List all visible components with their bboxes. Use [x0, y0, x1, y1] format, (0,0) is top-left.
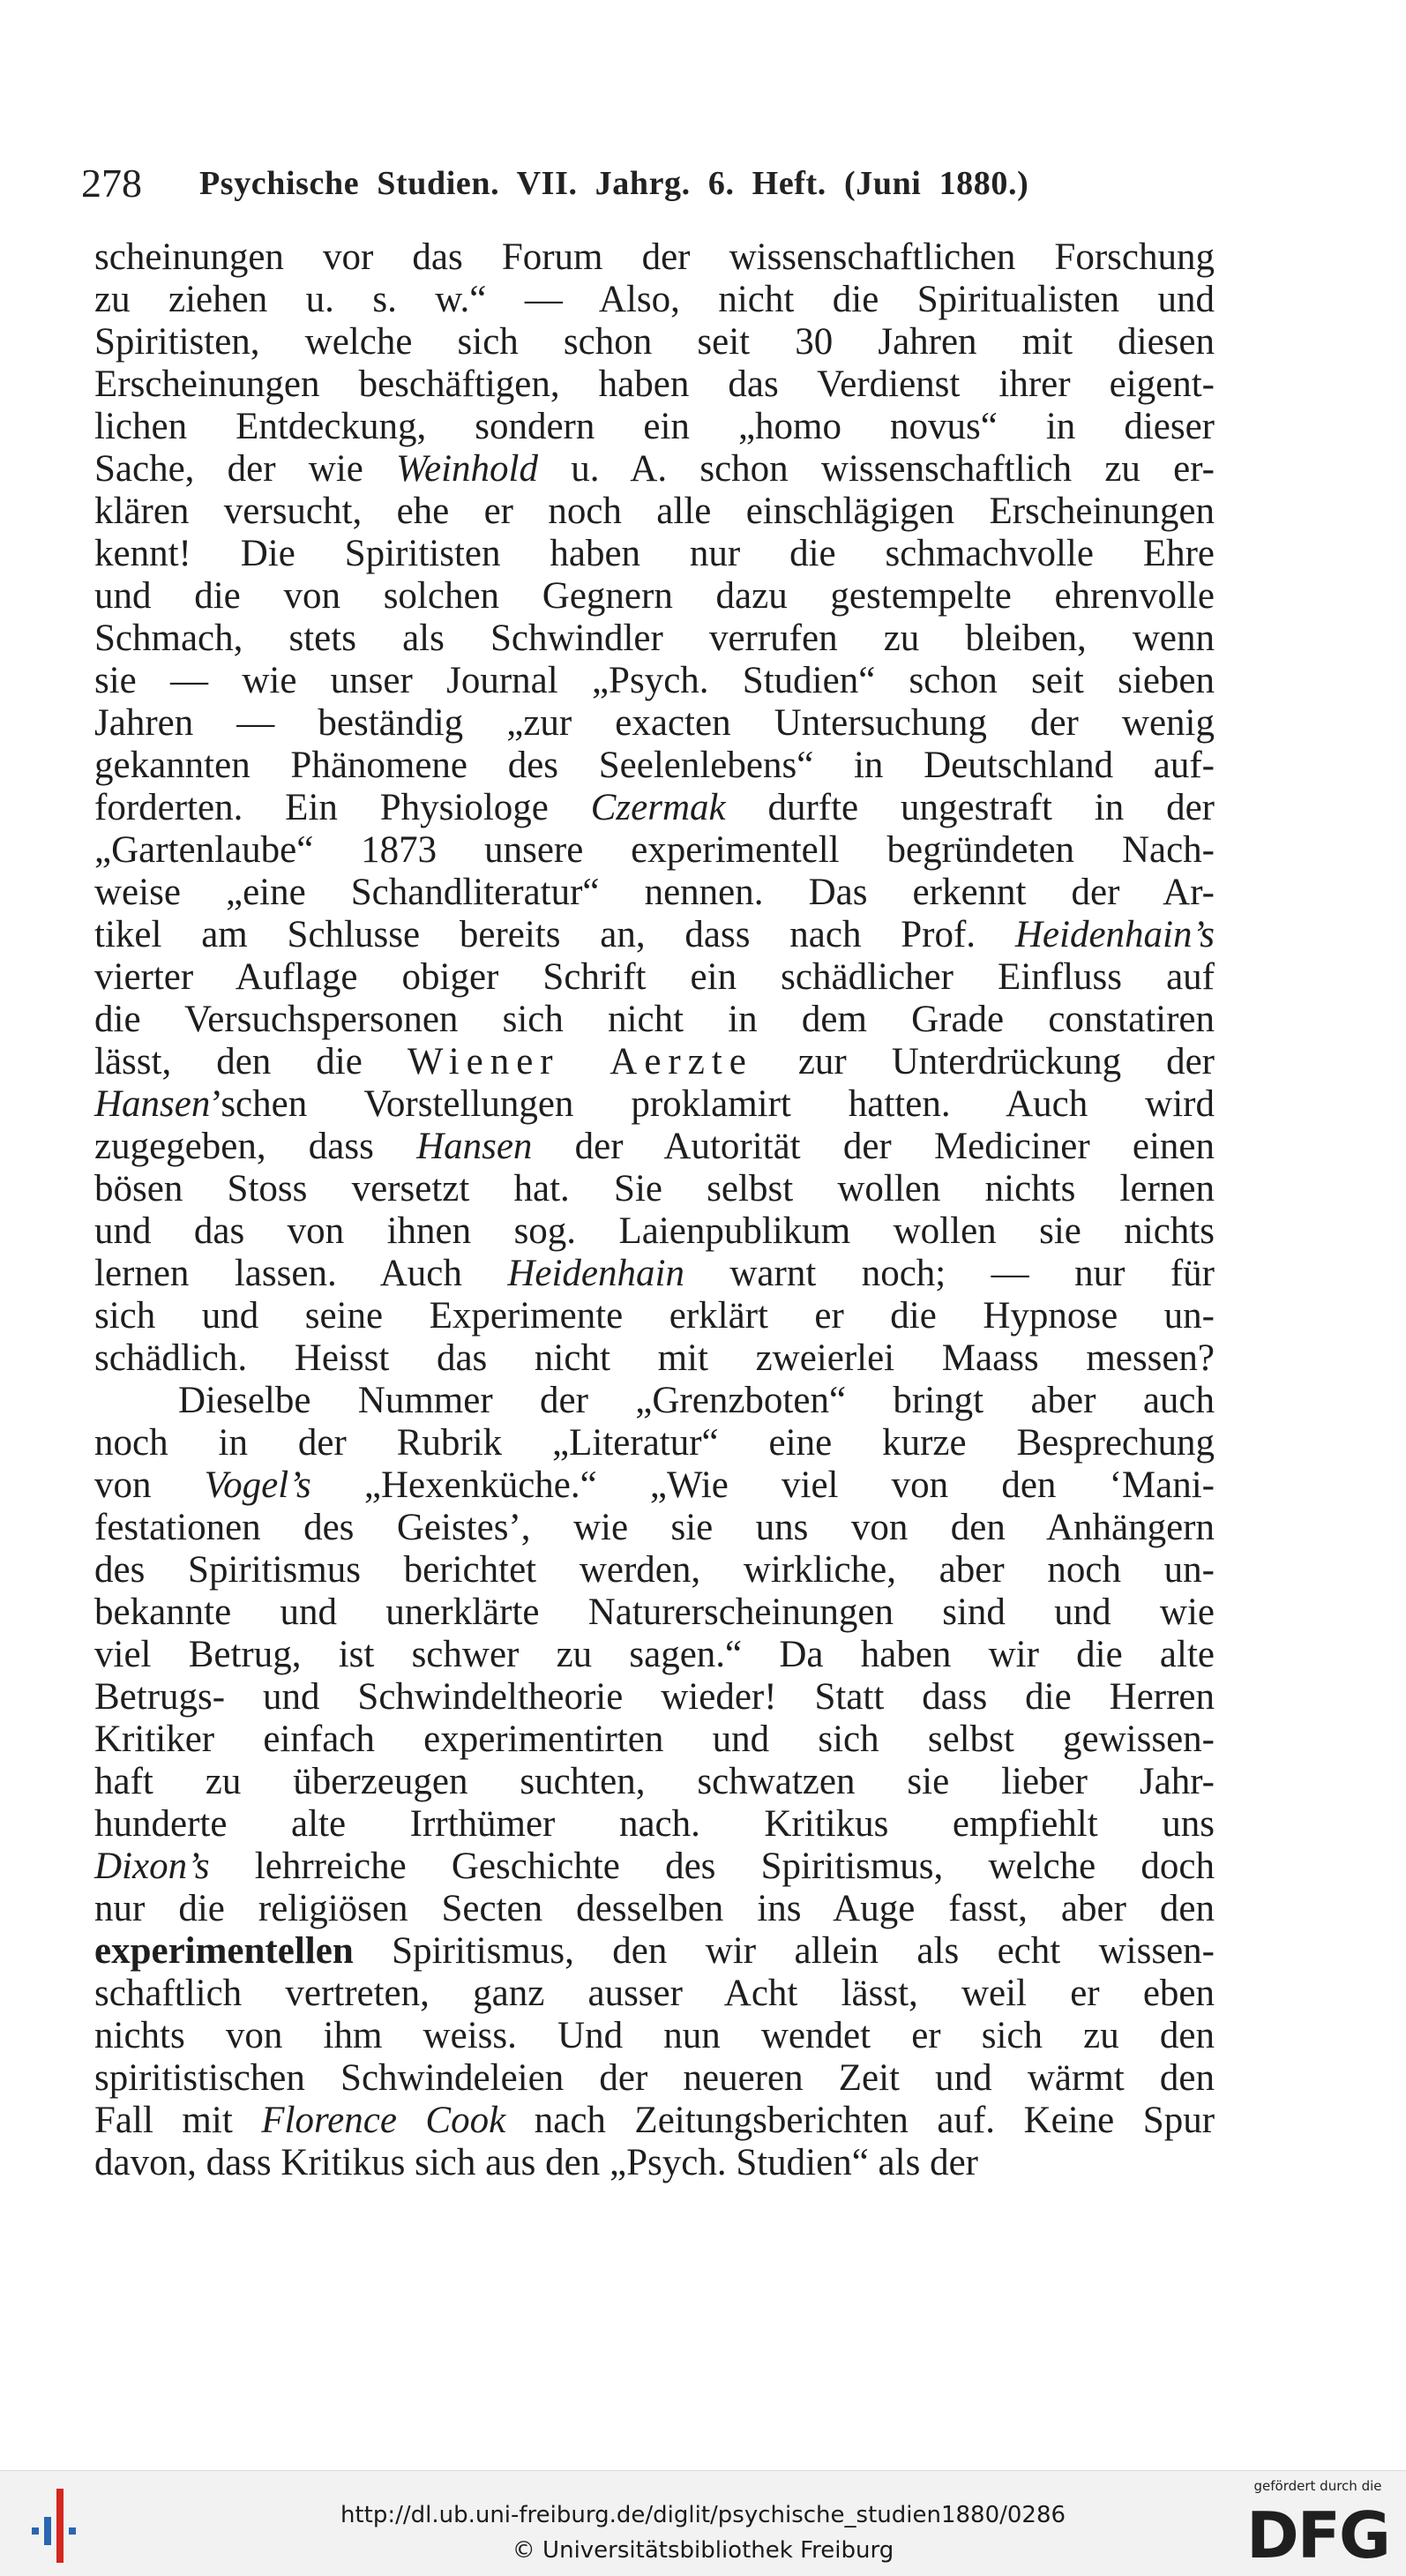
- text-segment: Fall mit: [94, 2100, 262, 2141]
- text-segment: „Gartenlaube“ 1873 unsere experimentell begründeten Nach-: [94, 829, 1215, 871]
- text-segment: bekannte und unerklärte Naturerscheinungen sind und wie: [94, 1591, 1215, 1633]
- text-line: [94, 2100, 1215, 2142]
- text-line: [94, 999, 1215, 1041]
- text-segment: Jahren — beständig „zur exacten Untersuchung der wenig: [94, 702, 1215, 744]
- text-line: [94, 363, 1215, 406]
- body-text: [94, 236, 1215, 2184]
- text-line: [94, 745, 1215, 787]
- text-segment: schädlich. Heisst das nicht mit zweierlei Maass messen?: [94, 1337, 1215, 1379]
- text-line: [94, 1591, 1215, 1634]
- italic-name: Dixon’s: [94, 1846, 210, 1887]
- text-segment: forderten. Ein Physiologe: [94, 787, 591, 828]
- text-line: [94, 1846, 1215, 1888]
- italic-name: Hansen: [94, 1083, 211, 1125]
- text-line: [94, 1507, 1215, 1549]
- text-segment: lernen lassen. Auch: [94, 1253, 508, 1294]
- text-segment: scheinungen vor das Forum der wissenschaftlichen Forschung: [94, 236, 1215, 278]
- text-segment: sich und seine Experimente erklärt er die Hypnose un-: [94, 1295, 1215, 1337]
- italic-name: Weinhold: [396, 448, 538, 490]
- text-line: [94, 1930, 1215, 1973]
- text-line: [94, 279, 1215, 321]
- text-segment: nur die religiösen Secten desselben ins Auge fasst, aber den: [94, 1888, 1215, 1929]
- text-line: [94, 1295, 1215, 1337]
- text-segment: zur Unterdrückung der: [752, 1041, 1215, 1082]
- italic-name: Florence Cook: [261, 2100, 506, 2141]
- text-line: [94, 1803, 1215, 1846]
- footer-bar: [0, 2470, 1406, 2576]
- italic-name: Hansen: [416, 1126, 533, 1167]
- text-line: [94, 448, 1215, 490]
- bold-emphasis: experimentellen: [94, 1930, 354, 1972]
- text-segment: „Hexenküche.“ „Wie viel von den ‘Mani-: [310, 1464, 1215, 1506]
- text-segment: und das von ihnen sog. Laienpublikum wollen sie nichts: [94, 1210, 1215, 1252]
- text-segment: Spiritisten, welche sich schon seit 30 Jahren mit diesen: [94, 321, 1215, 363]
- text-line: [94, 1083, 1215, 1126]
- text-line: [94, 2057, 1215, 2100]
- text-segment: der Autorität der Mediciner einen: [532, 1126, 1215, 1167]
- text-line: [94, 872, 1215, 914]
- text-line: [94, 1634, 1215, 1676]
- text-segment: nichts von ihm weiss. Und nun wendet er sich zu den: [94, 2015, 1215, 2056]
- text-segment: vierter Auflage obiger Schrift ein schädlicher Einfluss auf: [94, 956, 1215, 998]
- text-line: [94, 2015, 1215, 2057]
- text-segment: von: [94, 1464, 205, 1506]
- text-segment: u. A. schon wissenschaftlich zu er-: [537, 448, 1215, 490]
- text-segment: Erscheinungen beschäftigen, haben das Verdienst ihrer eigent-: [94, 363, 1215, 405]
- dfg-logo-text: DFG: [1245, 2499, 1390, 2568]
- text-segment: spiritistischen Schwindeleien der neueren Zeit und wärmt den: [94, 2057, 1215, 2099]
- text-segment: zugegeben, dass: [94, 1126, 417, 1167]
- running-title: Psychische Studien. VII. Jahrg. 6. Heft. (Juni 1880.): [199, 165, 1029, 202]
- text-line: [94, 787, 1215, 829]
- text-segment: ’schen Vorstellungen proklamirt hatten. Auch wird: [210, 1083, 1215, 1125]
- text-line: [94, 956, 1215, 999]
- text-line: [94, 1210, 1215, 1253]
- text-segment: kennt! Die Spiritisten haben nur die schmachvolle Ehre: [94, 533, 1215, 574]
- text-segment: davon, dass Kritikus sich aus den „Psych. Studien“ als der: [94, 2142, 978, 2183]
- text-line: [94, 1719, 1215, 1761]
- text-segment: sie — wie unser Journal „Psych. Studien“ schon seit sieben: [94, 660, 1215, 701]
- text-line: [94, 1168, 1215, 1210]
- text-line: [94, 1253, 1215, 1295]
- dfg-funding-badge: [1240, 2476, 1395, 2572]
- text-line: [94, 1888, 1215, 1930]
- text-line: [94, 914, 1215, 956]
- italic-name: Vogel’s: [204, 1464, 311, 1506]
- italic-name: Heidenhain’s: [1014, 914, 1215, 955]
- text-line: [94, 1464, 1215, 1507]
- text-line: [94, 1422, 1215, 1464]
- text-segment: noch in der Rubrik „Literatur“ eine kurze Besprechung: [94, 1422, 1215, 1464]
- italic-name: Czermak: [590, 787, 726, 828]
- text-segment: die Versuchspersonen sich nicht in dem Grade constatiren: [94, 999, 1215, 1040]
- text-line: [94, 660, 1215, 702]
- text-segment: warnt noch; — nur für: [684, 1253, 1215, 1294]
- text-line: [94, 1337, 1215, 1380]
- spaced-emphasis: Wiener Aerzte: [407, 1041, 753, 1082]
- text-line: [94, 1549, 1215, 1591]
- text-line: [94, 702, 1215, 745]
- source-url-link[interactable]: http://dl.ub.uni-freiburg.de/diglit/psychische_studien1880/0286: [340, 2502, 1066, 2528]
- dfg-logo-icon: [1240, 2499, 1395, 2568]
- text-line: [94, 533, 1215, 575]
- text-segment: durfte ungestraft in der: [725, 787, 1215, 828]
- text-segment: tikel am Schlusse bereits an, dass nach Prof.: [94, 914, 1015, 955]
- text-line: [94, 236, 1215, 279]
- text-segment: Sache, der wie: [94, 448, 397, 490]
- text-segment: und die von solchen Gegnern dazu gestempelte ehrenvolle: [94, 575, 1215, 617]
- text-segment: Betrugs- und Schwindeltheorie wieder! Statt dass die Herren: [94, 1676, 1215, 1718]
- text-segment: Schmach, stets als Schwindler verrufen zu bleiben, wenn: [94, 618, 1215, 659]
- text-segment: nach Zeitungsberichten auf. Keine Spur: [505, 2100, 1215, 2141]
- text-line: [94, 1041, 1215, 1083]
- text-segment: bösen Stoss versetzt hat. Sie selbst wollen nichts lernen: [94, 1168, 1215, 1209]
- text-segment: schaftlich vertreten, ganz ausser Acht lässt, weil er eben: [94, 1973, 1215, 2014]
- text-segment: Dieselbe Nummer der „Grenzboten“ bringt aber auch: [178, 1380, 1215, 1421]
- dfg-caption: gefördert durch die: [1253, 2478, 1382, 2494]
- text-line: [94, 575, 1215, 618]
- page-number: 278: [81, 161, 142, 206]
- text-line: [94, 1973, 1215, 2015]
- running-head: [81, 157, 1219, 210]
- text-segment: lehrreiche Geschichte des Spiritismus, welche doch: [209, 1846, 1215, 1887]
- text-segment: festationen des Geistes’, wie sie uns von den Anhängern: [94, 1507, 1215, 1548]
- text-segment: Kritiker einfach experimentirten und sich selbst gewissen-: [94, 1719, 1215, 1760]
- text-line: [94, 1380, 1215, 1422]
- text-segment: gekannten Phänomene des Seelenlebens“ in Deutschland auf-: [94, 745, 1215, 786]
- text-line: [94, 1126, 1215, 1168]
- text-segment: hunderte alte Irrthümer nach. Kritikus empfiehlt uns: [94, 1803, 1215, 1845]
- text-segment: viel Betrug, ist schwer zu sagen.“ Da haben wir die alte: [94, 1634, 1215, 1675]
- text-line: [94, 618, 1215, 660]
- text-line: [94, 1676, 1215, 1719]
- copyright-notice: © Universitätsbibliothek Freiburg: [512, 2537, 894, 2564]
- text-line: [94, 490, 1215, 533]
- text-line: [94, 1761, 1215, 1803]
- text-segment: Spiritismus, den wir allein als echt wissen-: [353, 1930, 1215, 1972]
- text-line: [94, 321, 1215, 363]
- text-line: [94, 406, 1215, 448]
- text-segment: lichen Entdeckung, sondern ein „homo novus“ in dieser: [94, 406, 1215, 447]
- text-segment: des Spiritismus berichtet werden, wirkliche, aber noch un-: [94, 1549, 1215, 1591]
- italic-name: Heidenhain: [507, 1253, 684, 1294]
- text-segment: weise „eine Schandliteratur“ nennen. Das erkennt der Ar-: [94, 872, 1215, 913]
- text-line: [94, 2142, 1215, 2184]
- text-line: [94, 829, 1215, 872]
- text-segment: zu ziehen u. s. w.“ — Also, nicht die Spiritualisten und: [94, 279, 1215, 320]
- text-segment: lässt, den die: [94, 1041, 408, 1082]
- text-segment: haft zu überzeugen suchten, schwatzen sie lieber Jahr-: [94, 1761, 1215, 1802]
- text-segment: klären versucht, ehe er noch alle einschlägigen Erscheinungen: [94, 490, 1215, 532]
